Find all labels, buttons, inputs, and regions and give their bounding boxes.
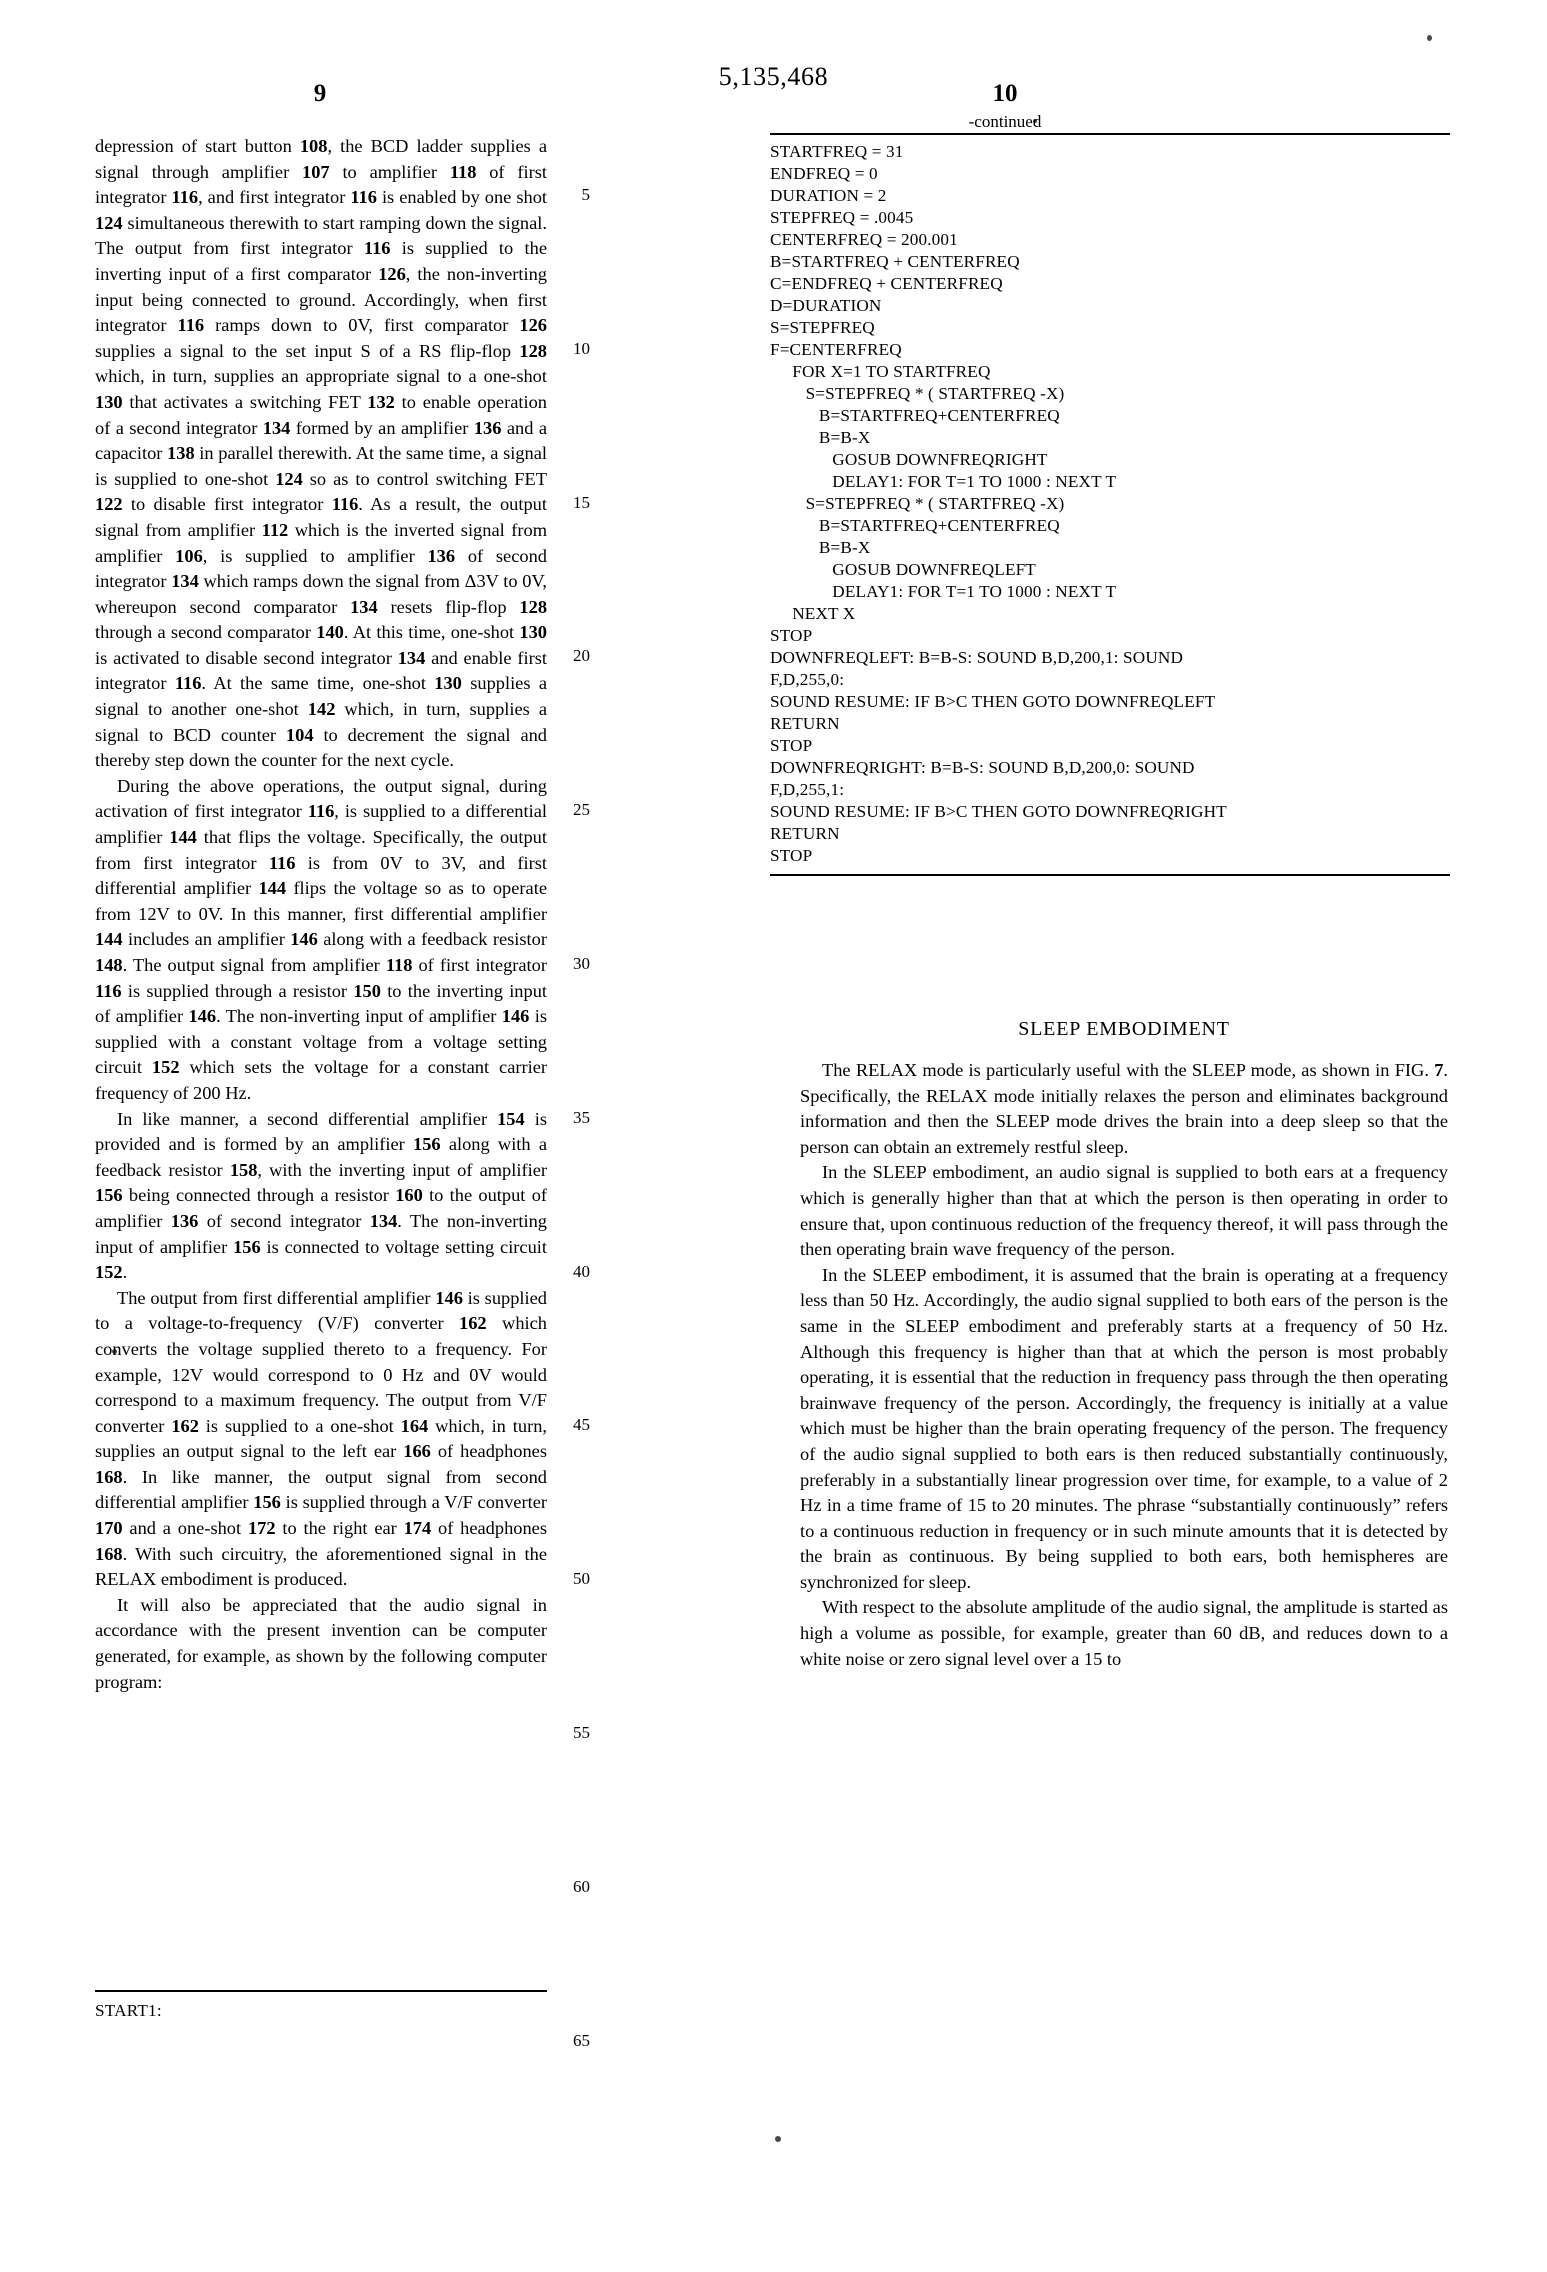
- line-number: 15: [573, 493, 590, 512]
- paragraph: In the SLEEP embodiment, an audio signal is supplied to both ears at a frequency which is generally higher than that at which the person is then operating in order to ensure that, upon continuous reduction of the frequency thereof, it will pass through the then operating brain wave frequency of the person.: [800, 1162, 1448, 1260]
- line-number: 65: [573, 2031, 590, 2050]
- section-heading-sleep-embodiment: SLEEP EMBODIMENT: [1018, 1018, 1230, 1040]
- paragraph: The output from first differential amplifier 146 is supplied to a voltage-to-frequency (V/F) converter 162 which converts the voltage supplied thereto to a frequency. For example, 12V would correspond to 0 Hz and 0V would correspond to a maximum frequency. The output from V/F converter 162 is supplied to a one-shot 164 which, in turn, supplies an output signal to the left ear 166 of headphones 168. In like manner, the output signal from second differential amplifier 156 is supplied through a V/F converter 170 and a one-shot 172 to the right ear 174 of headphones 168. With such circuitry, the aforementioned signal in the RELAX embodiment is produced.: [95, 1287, 547, 1590]
- start1-rule: [95, 1990, 547, 1992]
- paragraph: depression of start button 108, the BCD ladder supplies a signal through amplifier 107 to amplifier 118 of first integrator 116, and first integrator 116 is enabled by one shot 124 simultaneous therewith to start ramping down the signal. The output from first integrator 116 is supplied to the inverting input of a first comparator 126, the non-inverting input being connected to ground. Accordingly, when first integrator 116 ramps down to 0V, first comparator 126 supplies a signal to the set input S of a RS flip-flop 128 which, in turn, supplies an appropriate signal to a one-shot 130 that activates a switching FET 132 to enable operation of a second integrator 134 formed by an amplifier 136 and a capacitor 138 in parallel therewith. At the same time, a signal is supplied to one-shot 124 so as to control switching FET 122 to disable first integrator 116. As a result, the output signal from amplifier 112 which is the inverted signal from amplifier 106, is supplied to amplifier 136 of second integrator 134 which ramps down the signal from Δ3V to 0V, whereupon second comparator 134 resets flip-flop 128 through a second comparator 140. At this time, one-shot 130 is activated to disable second integrator 134 and enable first integrator 116. At the same time, one-shot 130 supplies a signal to another one-shot 142 which, in turn, supplies a signal to BCD counter 104 to decrement the signal and thereby step down the counter for the next cycle.: [95, 136, 548, 771]
- line-number: 10: [573, 339, 590, 358]
- paragraph: With respect to the absolute amplitude of the audio signal, the amplitude is started as high a volume as possible, for example, greater than 60 dB, and reduces down to a white noise or zero signal level over a 15 to: [800, 1597, 1448, 1669]
- right-text-column: [800, 1058, 1448, 1672]
- scan-artifact: [1427, 35, 1432, 41]
- line-number: 20: [573, 646, 590, 665]
- line-number: 45: [573, 1415, 590, 1434]
- start1-block: [95, 1990, 547, 2021]
- scan-artifact: [775, 2136, 781, 2142]
- line-number: 5: [581, 185, 590, 204]
- code-rule-bottom: [770, 874, 1450, 876]
- patent-number: 5,135,468: [718, 62, 829, 91]
- continued-label: -continued: [968, 112, 1042, 131]
- line-number: 55: [573, 1723, 590, 1742]
- paragraph: In the SLEEP embodiment, it is assumed that the brain is operating at a frequency less than 50 Hz. Accordingly, the audio signal supplied to both ears of the person is the same in the SLEEP embodiment and preferably starts at a frequency of 50 Hz. Although this frequency is higher than that at which the person is most probably operating, it is essential that the reduction in frequency pass through the then operating brainwave frequency of the person. Accordingly, the frequency is initially at a value which must be higher than the brain operating frequency of the person. The frequency of the audio signal supplied to both ears is then reduced substantially continuously, preferably in a substantially linear progression over time, for example, to a value of 2 Hz in a time frame of 15 to 20 minutes. The phrase “substantially continuously” refers to a continuous reduction in frequency or in such minute amounts that it is detected by the brain as continuous. By being supplied to both ears, both hemispheres are synchronized for sleep.: [800, 1264, 1448, 1592]
- computer-program-listing: STARTFREQ = 31 ENDFREQ = 0 DURATION = 2 STEPFREQ = .0045 CENTERFREQ = 200.001 B=STARTFREQ + CENTERFREQ C=ENDFREQ + CENTERFREQ D=DURATION S=STEPFREQ F=CENTERFREQ FOR X=1 TO STARTFREQ S=STEPFREQ * ( STARTFREQ -X) B=STARTFREQ+CENTERFREQ B=B-X GOSUB DOWNFREQRIGHT DELAY1: FOR T=1 TO 1000 : NEXT T S=STEPFREQ * ( STARTFREQ -X) B=STARTFREQ+CENTERFREQ B=B-X GOSUB DOWNFREQLEFT DELAY1: FOR T=1 TO 1000 : NEXT T NEXT X STOP DOWNFREQLEFT: B=B-S: SOUND B,D,200,1: SOUND F,D,255,0: SOUND RESUME: IF B>C THEN GOTO DOWNFREQLEFT RETURN STOP DOWNFREQRIGHT: B=B-S: SOUND B,D,200,0: SOUND F,D,255,1: SOUND RESUME: IF B>C THEN GOTO DOWNFREQRIGHT RETURN STOP: [770, 142, 1227, 865]
- line-number: 50: [573, 1569, 590, 1588]
- code-listing-block: [770, 133, 1450, 876]
- start1-label: START1:: [95, 2001, 162, 2020]
- paragraph: During the above operations, the output signal, during activation of first integrator 116, is supplied to a differential amplifier 144 that flips the voltage. Specifically, the output from first integrator 116 is from 0V to 3V, and first differential amplifier 144 flips the voltage so as to operate from 12V to 0V. In this manner, first differential amplifier 144 includes an amplifier 146 along with a feedback resistor 148. The output signal from amplifier 118 of first integrator 116 is supplied through a resistor 150 to the inverting input of amplifier 146. The non-inverting input of amplifier 146 is supplied with a constant voltage from a voltage setting circuit 152 which sets the voltage for a constant carrier frequency of 200 Hz.: [95, 775, 547, 1103]
- paragraph: It will also be appreciated that the audio signal in accordance with the present invention can be computer generated, for example, as shown by the following computer program:: [95, 1594, 547, 1692]
- paragraph: The RELAX mode is particularly useful with the SLEEP mode, as shown in FIG. 7. Specifically, the RELAX mode initially relaxes the person and eliminates background information and then the SLEEP mode drives the brain into a deep sleep so that the person can obtain an extremely restful sleep.: [800, 1060, 1448, 1157]
- right-column-number: 10: [992, 80, 1018, 107]
- left-column-number: 9: [313, 80, 327, 107]
- line-number: 60: [573, 1877, 590, 1896]
- line-number: 25: [573, 800, 590, 819]
- line-number: 35: [573, 1108, 590, 1127]
- left-text-column: [95, 134, 547, 1695]
- code-rule-top: [770, 133, 1450, 135]
- line-number: 40: [573, 1262, 590, 1281]
- line-number: 30: [573, 954, 590, 973]
- paragraph: In like manner, a second differential amplifier 154 is provided and is formed by an amplifier 156 along with a feedback resistor 158, with the inverting input of amplifier 156 being connected through a resistor 160 to the output of amplifier 136 of second integrator 134. The non-inverting input of amplifier 156 is connected to voltage setting circuit 152.: [95, 1108, 548, 1283]
